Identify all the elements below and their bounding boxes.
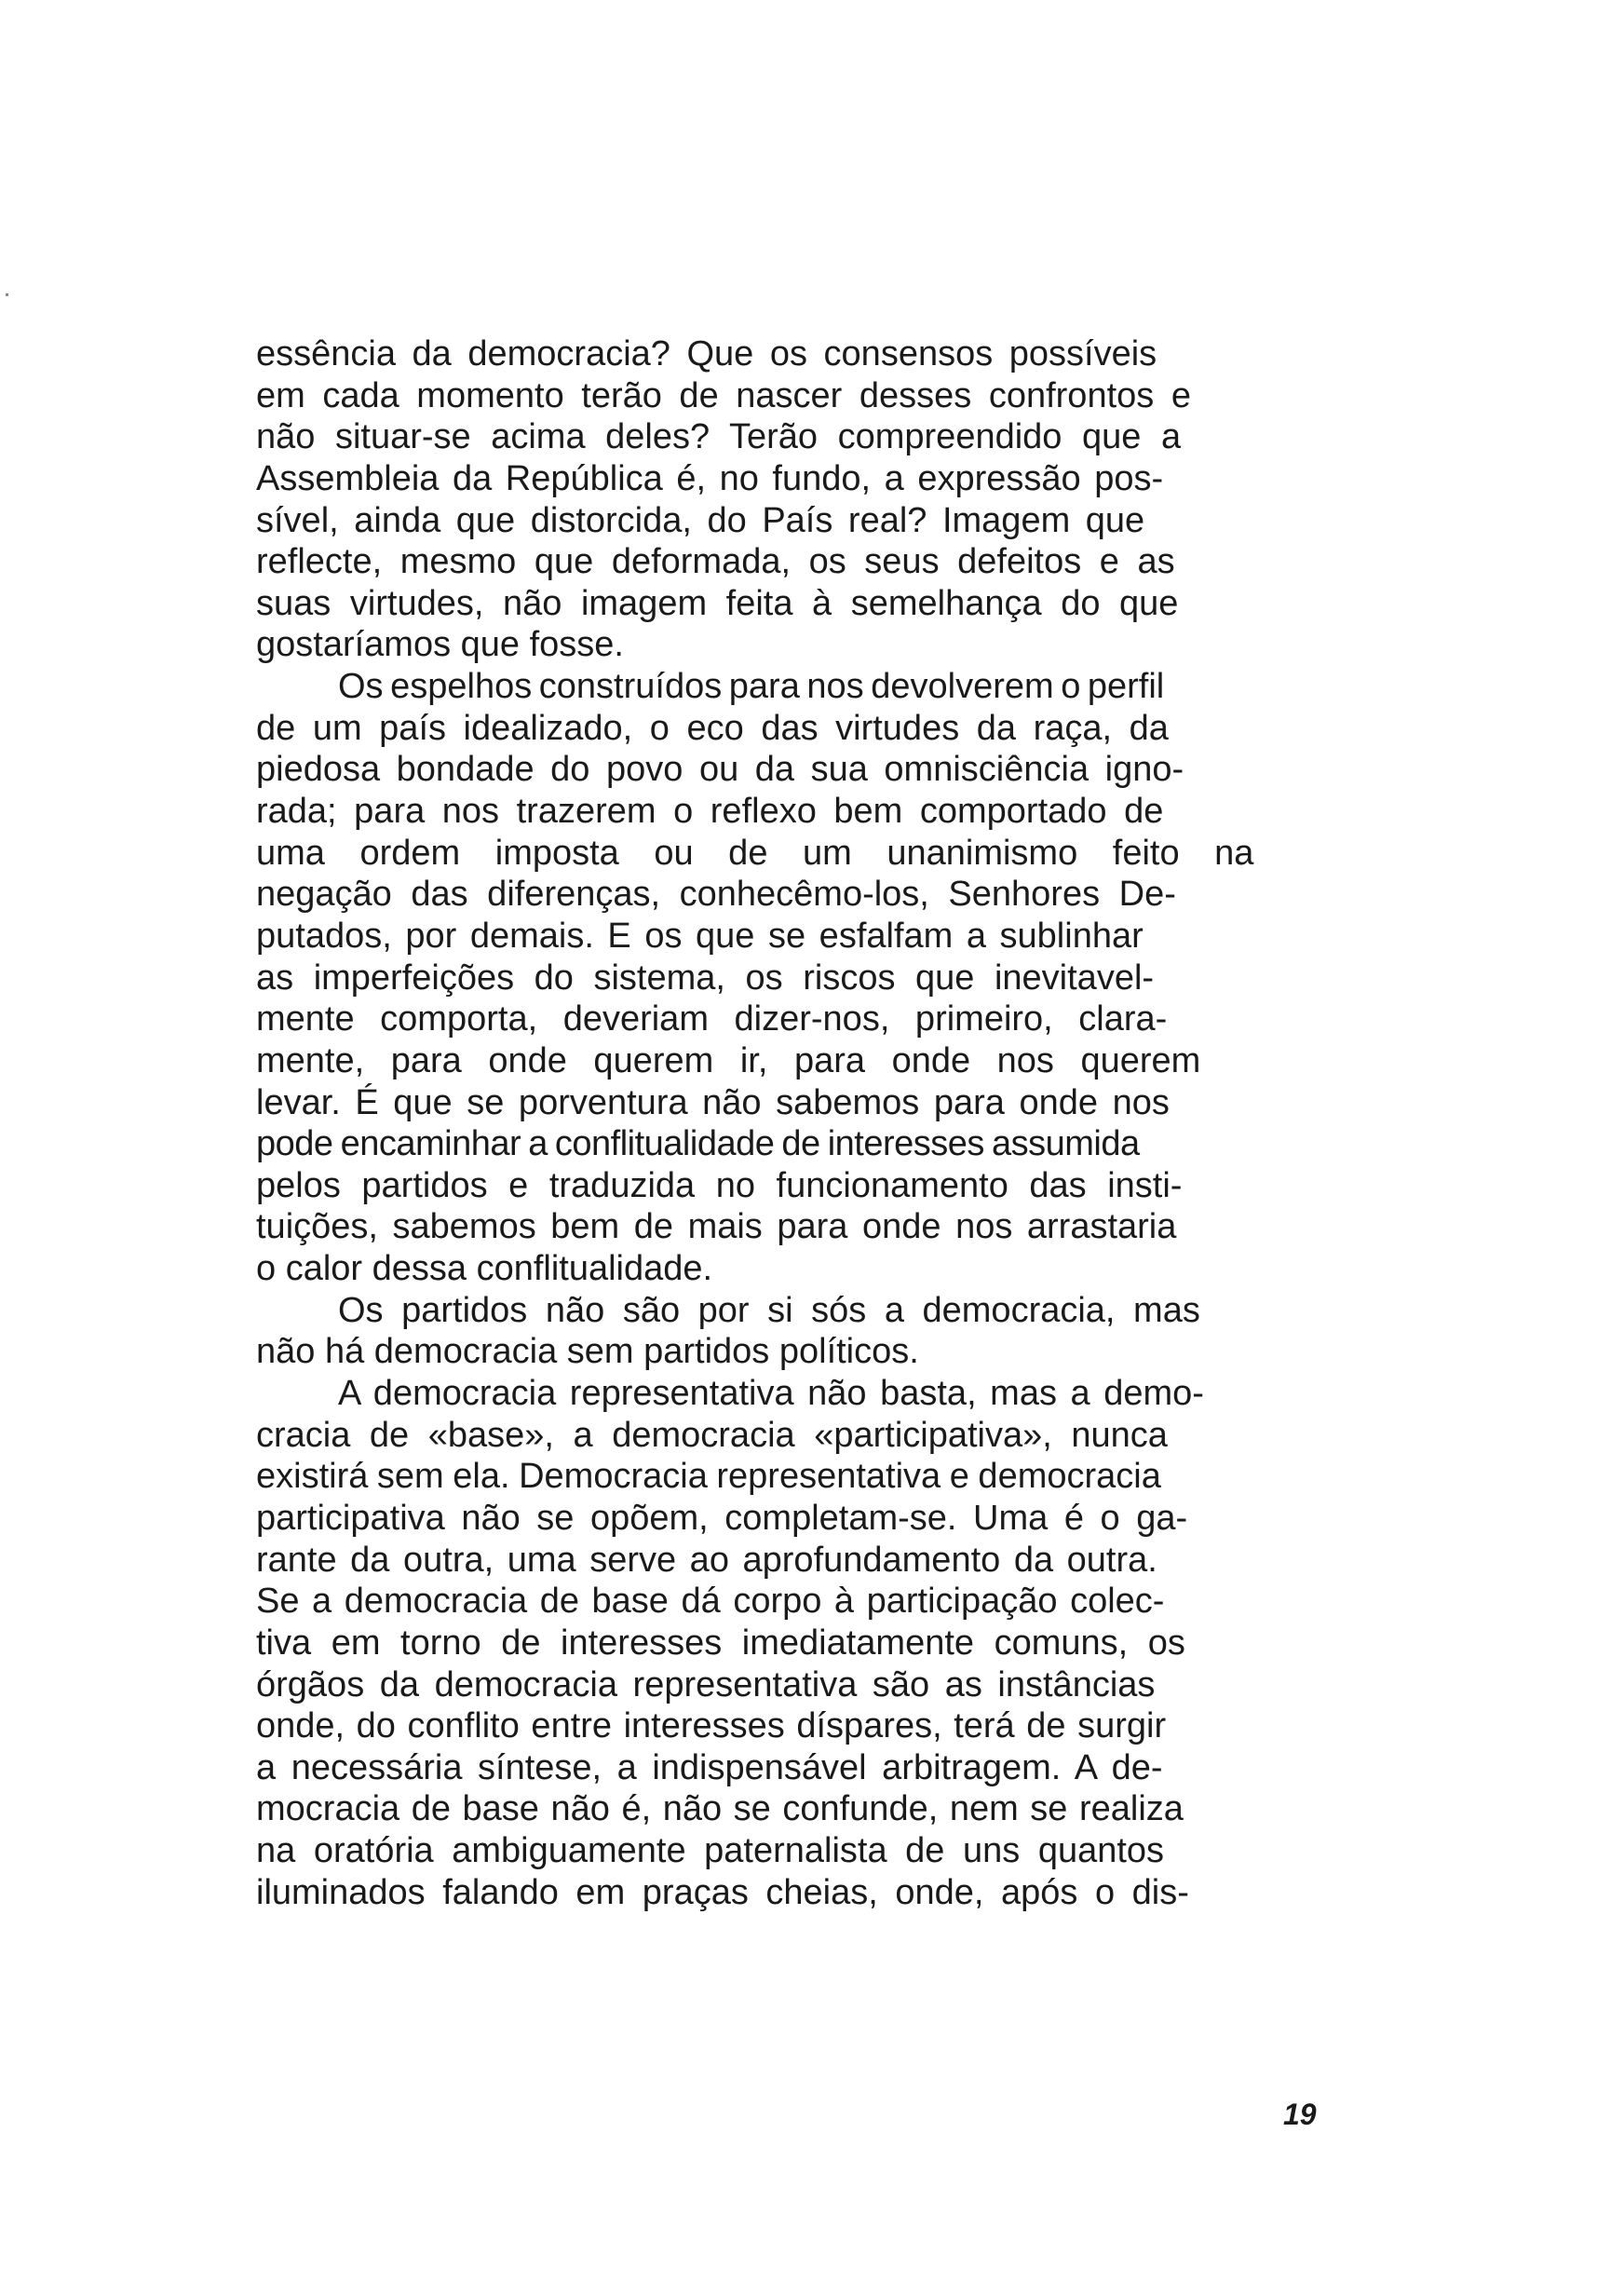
text-line: onde, do conflito entre interesses díspares, terá de surgir — [256, 1706, 1167, 1746]
text-line: não situar-se acima deles? Terão compreendido que a — [256, 417, 1182, 457]
scan-speck — [6, 293, 8, 296]
text-line: A democracia representativa não basta, mas a demo- — [338, 1374, 1204, 1414]
text-line: gostaríamos que fosse. — [256, 625, 624, 665]
text-line: rante da outra, uma serve ao aprofundamento da outra. — [256, 1540, 1157, 1580]
text-line: sível, ainda que distorcida, do País real? Imagem que — [256, 500, 1145, 540]
text-line: Assembleia da República é, no fundo, a expressão pos- — [256, 458, 1164, 498]
body-text — [256, 333, 1320, 1913]
text-line: putados, por demais. E os que se esfalfam a sublinhar — [256, 916, 1144, 956]
text-line: levar. É que se porventura não sabemos para onde nos — [256, 1082, 1170, 1122]
text-line: negação das diferenças, conhecêmo-los, Senhores De- — [256, 875, 1176, 915]
text-line: a necessária síntese, a indispensável arbitragem. A de- — [256, 1747, 1163, 1787]
text-line: iluminados falando em praças cheias, onde, após o dis- — [256, 1872, 1189, 1912]
text-line: uma ordem imposta ou de um unanimismo feito na — [256, 833, 1254, 873]
text-line: não há democracia sem partidos políticos. — [256, 1332, 919, 1372]
text-line: piedosa bondade do povo ou da sua omnisciência igno- — [256, 750, 1184, 790]
text-line: em cada momento terão de nascer desses confrontos e — [256, 375, 1191, 415]
text-line: órgãos da democracia representativa são as instâncias — [256, 1664, 1156, 1704]
text-line: mente comporta, deveriam dizer-nos, primeiro, clara- — [256, 999, 1168, 1039]
text-line: suas virtudes, não imagem feita à semelhança do que — [256, 583, 1179, 623]
text-line: cracia de «base», a democracia «participativa», nunca — [256, 1415, 1168, 1455]
text-line: mocracia de base não é, não se confunde, nem se realiza — [256, 1789, 1184, 1829]
text-line: reflecte, mesmo que deformada, os seus defeitos e as — [256, 542, 1175, 582]
text-line: mente, para onde querem ir, para onde nos querem — [256, 1040, 1201, 1080]
text-line: tiva em torno de interesses imediatamente comuns, os — [256, 1623, 1185, 1663]
page-number: 19 — [1283, 2098, 1317, 2131]
text-line: existirá sem ela. Democracia representativa e democracia — [256, 1457, 1161, 1497]
text-line: as imperfeições do sistema, os riscos que inevitavel- — [256, 957, 1155, 998]
text-line: essência da democracia? Que os consensos possíveis — [256, 334, 1157, 373]
text-line: Se a democracia de base dá corpo à participação colec- — [256, 1582, 1165, 1622]
text-line: participativa não se opõem, completam-se. Uma é o ga- — [256, 1498, 1188, 1538]
text-line: Os partidos não são por si sós a democracia, mas — [338, 1290, 1200, 1330]
text-line: o calor dessa conflitualidade. — [256, 1249, 713, 1289]
text-line: rada; para nos trazerem o reflexo bem comportado de — [256, 792, 1164, 832]
text-line: pelos partidos e traduzida no funcionamento das insti- — [256, 1165, 1183, 1205]
text-line: de um país idealizado, o eco das virtudes da raça, da — [256, 708, 1169, 748]
text-line: pode encaminhar a conflitualidade de interesses assumida — [256, 1124, 1140, 1164]
text-line: Os espelhos construídos para nos devolverem o perfil — [338, 667, 1165, 707]
text-line: na oratória ambiguamente paternalista de uns quantos — [256, 1831, 1165, 1871]
text-line: tuições, sabemos bem de mais para onde nos arrastaria — [256, 1207, 1177, 1247]
